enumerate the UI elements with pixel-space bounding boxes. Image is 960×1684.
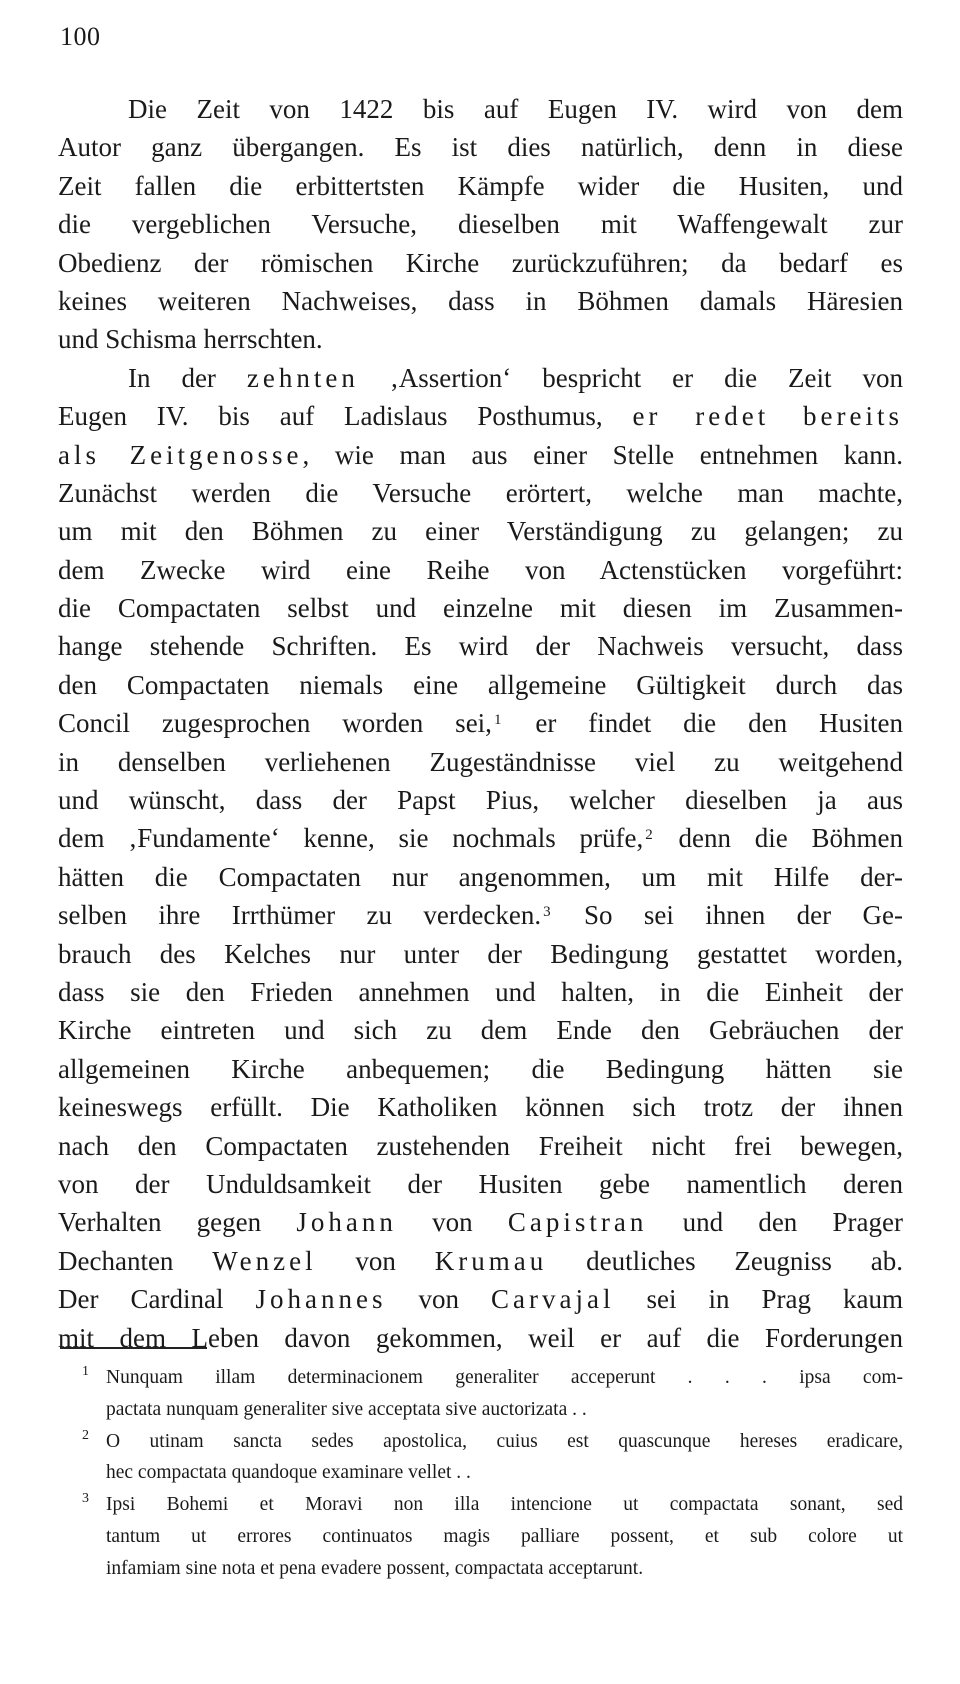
footnote-separator (60, 1347, 207, 1349)
text-line: die Compactaten selbst und einzelne mit diesen im Zusammen- (58, 593, 903, 624)
text-line: von der Unduldsamkeit der Husiten gebe namentlich deren (58, 1168, 903, 1199)
text-line: hange stehende Schriften. Es wird der Nachweis versucht, dass (58, 631, 903, 662)
text-line: Die Zeit von 1422 bis auf Eugen IV. wird von dem (128, 94, 903, 124)
footnote-1: 1 Nunquam illam determinacionem generaliter acceperunt . . . ipsa com- (60, 1362, 903, 1394)
text-line: den Compactaten niemals eine allgemeine Gültigkeit durch das (58, 669, 903, 700)
text-line: dass sie den Frieden annehmen und halten, in die Einheit der (58, 976, 903, 1007)
footnote-marker: 1 (82, 1364, 89, 1379)
footnotes (60, 1362, 903, 1585)
text-line: um mit den Böhmen zu einer Verständigung zu gelangen; zu (58, 516, 903, 547)
text-line: Verhalten gegen Johann von Capistran und den Prager (58, 1207, 903, 1238)
text-line: hätten die Compactaten nur angenommen, um mit Hilfe der- (58, 861, 903, 892)
footnote-1-line: pactata nunquam generaliter sive acceptata sive auctorizata . . (106, 1398, 587, 1420)
text-line: keineswegs erfüllt. Die Katholiken können sich trotz der ihnen (58, 1092, 903, 1123)
spaced-name: Wenzel (212, 1245, 317, 1276)
spaced-emphasis: er redet bereits (632, 401, 904, 432)
spaced-emphasis: zehnten (246, 362, 359, 393)
text-line: Dechanten Wenzel von Krumau deutliches Zeugniss ab. (58, 1245, 904, 1276)
text-line: und Schisma herrschten. (58, 324, 323, 355)
text-line: keines weiteren Nachweises, dass in Böhmen damals Häresien (58, 285, 903, 316)
footnote-2-line: hec compactata quandoque examinare vellet . . (106, 1462, 471, 1484)
text-line: dem Zwecke wird eine Reihe von Actenstücken vorgeführt: (58, 554, 903, 585)
text-line: und wünscht, dass der Papst Pius, welcher dieselben ja aus (58, 785, 903, 816)
text-line: in denselben verliehenen Zugeständnisse viel zu weitgehend (58, 746, 903, 777)
footnote-ref[interactable]: 2 (645, 827, 653, 844)
text-line: In der zehnten ‚Assertion‘ bespricht er die Zeit von (128, 362, 903, 393)
text-line: die vergeblichen Versuche, dieselben mit Waffengewalt zur (58, 209, 903, 240)
text-line: allgemeinen Kirche anbequemen; die Bedingung hätten sie (58, 1053, 903, 1084)
spaced-name: Krumau (434, 1245, 548, 1276)
text-line: Autor ganz übergangen. Es ist dies natürlich, denn in diese (58, 132, 903, 163)
footnote-marker: 2 (82, 1427, 89, 1443)
footnote-marker: 3 (82, 1491, 89, 1507)
text-line: Obedienz der römischen Kirche zurückzuführen; da bedarf es (58, 247, 903, 278)
spaced-name: Capistran (507, 1207, 648, 1238)
footnote-ref[interactable]: 1 (493, 712, 502, 729)
text-line: Kirche eintreten und sich zu dem Ende den Gebräuchen der (58, 1015, 903, 1046)
text-line: selben ihre Irrthümer zu verdecken. $^3$ So sei ihnen der Ge- (58, 900, 903, 931)
text-line: brauch des Kelches nur unter der Bedingung gestattet worden, (58, 938, 903, 969)
spaced-name: Johann (296, 1207, 397, 1238)
spaced-emphasis: als Zeitgenosse (58, 439, 303, 470)
text-line: Concil zugesprochen worden sei, $^1$ er findet die den Husiten (58, 708, 903, 739)
text-line: Eugen IV. bis auf Ladislaus Posthumus, er redet bereits (58, 401, 904, 432)
footnote-3: 3 Ipsi Bohemi et Moravi non illa intencione ut compactata sonant, sed (60, 1489, 903, 1521)
text-line: Der Cardinal Johannes von Carvajal sei in Prag kaum (58, 1284, 903, 1315)
footnote-3-line: infamiam sine nota et pena evadere possent, compactata acceptarunt. (106, 1557, 644, 1579)
text-line: dem ‚Fundamente‘ kenne, sie nochmals prüfe, $^2$ denn die Böhmen (58, 823, 904, 854)
footnote-ref[interactable]: 3 (543, 904, 551, 921)
footnote-3-line: tantum ut errores continuatos magis palliare possent, et sub colore ut (106, 1525, 903, 1547)
text-line: nach den Compactaten zustehenden Freiheit nicht frei bewegen, (58, 1130, 903, 1161)
text-line: mit dem Leben davon gekommen, weil er auf die Forderungen (58, 1322, 903, 1353)
spaced-name: Johannes (255, 1284, 387, 1315)
text-line: Zeit fallen die erbittertsten Kämpfe wider die Husiten, und (58, 170, 903, 201)
text-line: Zunächst werden die Versuche erörtert, welche man machte, (58, 477, 903, 508)
footnote-2: 2 O utinam sancta sedes apostolica, cuius est quascunque hereses eradicare, (60, 1426, 903, 1458)
text-line: als Zeitgenosse, wie man aus einer Stelle entnehmen kann. (58, 439, 903, 470)
body-text (58, 90, 903, 1357)
spaced-name: Carvajal (491, 1284, 615, 1315)
page-number: 100 (60, 22, 101, 51)
